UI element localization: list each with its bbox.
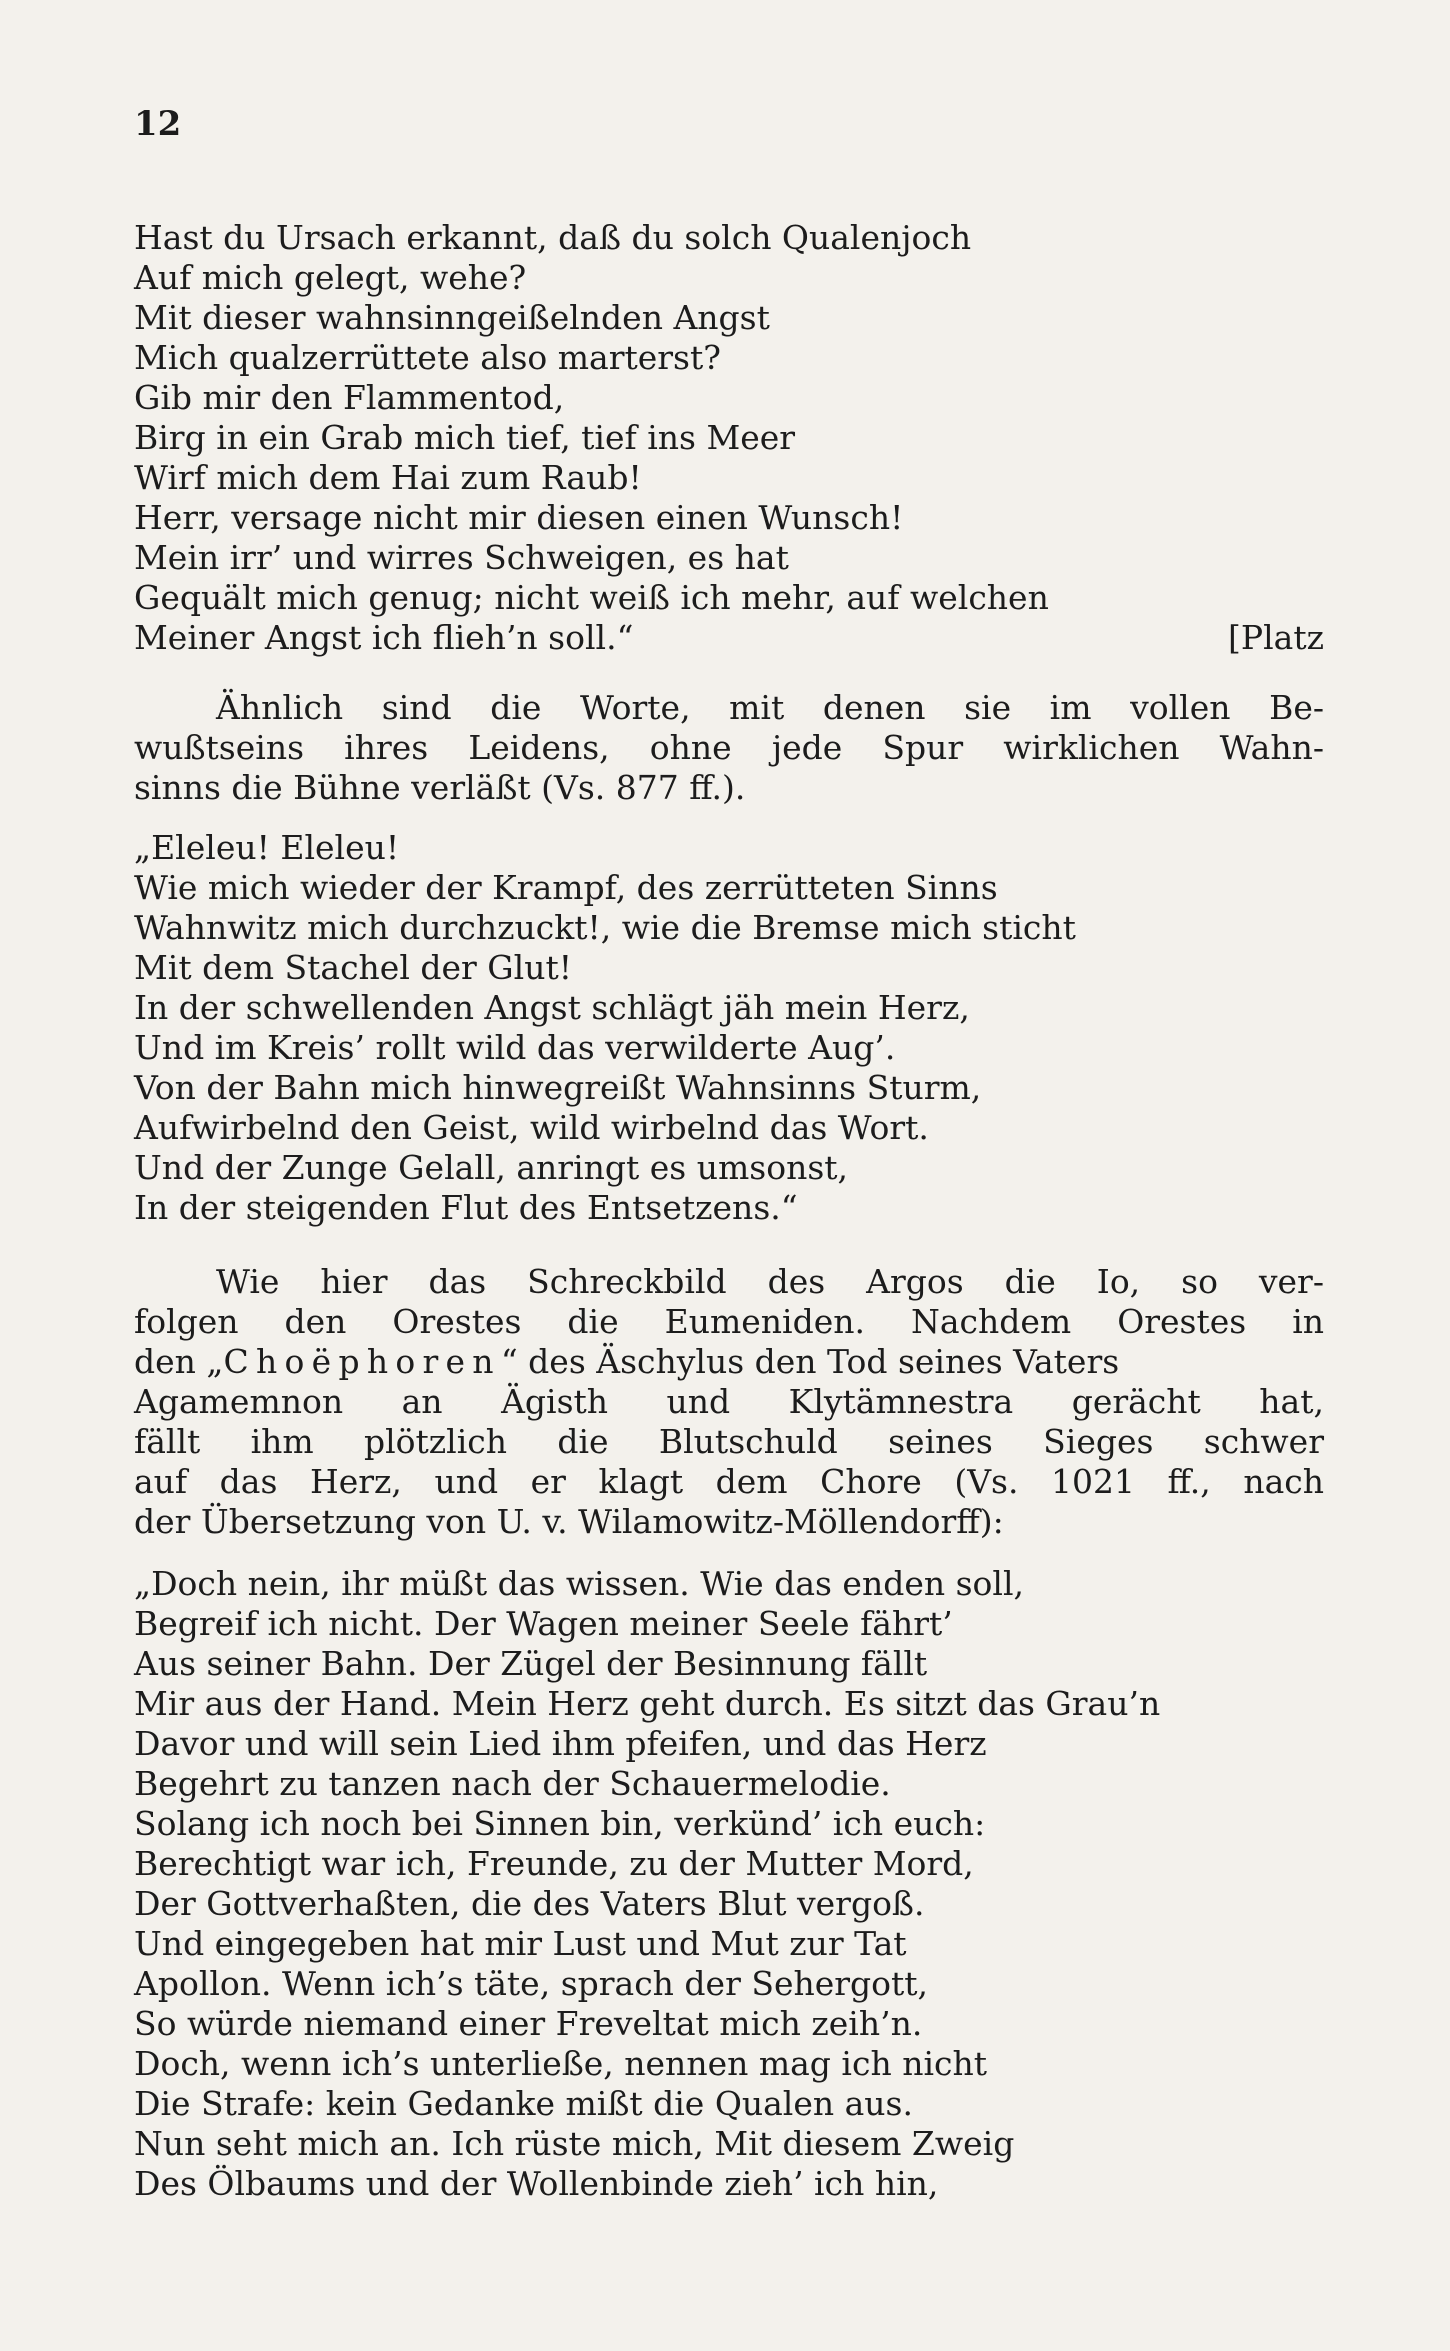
verse-line: „Doch nein, ihr müßt das wissen. Wie das enden soll,	[134, 1564, 1025, 1603]
verse-line-text: Meiner Angst ich flieh’n soll.“	[134, 618, 634, 657]
prose-paragraph-1	[134, 688, 1324, 808]
verse-line: Herr, versage nicht mir diesen einen Wunsch!	[134, 498, 904, 537]
verse-line: Aus seiner Bahn. Der Zügel der Besinnung fällt	[134, 1644, 928, 1683]
verse-line: Doch, wenn ich’s unterließe, nennen mag ich nicht	[134, 2044, 988, 2083]
work-title: Choëphoren	[223, 1342, 501, 1381]
verse-line: Mich qualzerrüttete also marterst?	[134, 338, 721, 377]
verse-block-io	[134, 218, 1324, 658]
verse-line: Und der Zunge Gelall, anringt es umsonst,	[134, 1148, 849, 1187]
verse-line: Mit dem Stachel der Glut!	[134, 948, 572, 987]
verse-line: In der schwellenden Angst schlägt jäh mein Herz,	[134, 988, 970, 1027]
verse-line: Auf mich gelegt, wehe?	[134, 258, 527, 297]
verse-line: In der steigenden Flut des Entsetzens.“	[134, 1188, 798, 1227]
prose-line: der Übersetzung von U. v. Wilamowitz-Möllendorff):	[134, 1502, 1004, 1541]
verse-line: Aufwirbelnd den Geist, wild wirbelnd das Wort.	[134, 1108, 929, 1147]
verse-line: Und im Kreis’ rollt wild das verwilderte Aug’.	[134, 1028, 896, 1067]
verse-line: Des Ölbaums und der Wollenbinde zieh’ ich hin,	[134, 2164, 939, 2203]
prose-paragraph-2	[134, 1262, 1324, 1542]
verse-line: So würde niemand einer Freveltat mich zeih’n.	[134, 2004, 923, 2043]
verse-line: Und eingegeben hat mir Lust und Mut zur Tat	[134, 1924, 907, 1963]
verse-line: Mit dieser wahnsinngeißelnden Angst	[134, 298, 770, 337]
verse-line: Wie mich wieder der Krampf, des zerrütteten Sinns	[134, 868, 998, 907]
verse-line-last	[134, 618, 1324, 658]
verse-line: Hast du Ursach erkannt, daß du solch Qualenjoch	[134, 218, 972, 257]
verse-line: Wahnwitz mich durchzuckt!, wie die Bremse mich sticht	[134, 908, 1076, 947]
verse-line: Gib mir den Flammentod,	[134, 378, 565, 417]
prose-line	[134, 1342, 1324, 1382]
verse-line: Der Gottverhaßten, die des Vaters Blut vergoß.	[134, 1884, 925, 1923]
verse-line: Begreif ich nicht. Der Wagen meiner Seele fährt’	[134, 1604, 953, 1643]
verse-line: Die Strafe: kein Gedanke mißt die Qualen aus.	[134, 2084, 913, 2123]
verse-line: Wirf mich dem Hai zum Raub!	[134, 458, 642, 497]
verse-line: Birg in ein Grab mich tief, tief ins Meer	[134, 418, 796, 457]
prose-line: auf das Herz, und er klagt dem Chore (Vs. 1021 ff., nach	[134, 1462, 1324, 1501]
verse-line: Mein irr’ und wirres Schweigen, es hat	[134, 538, 789, 577]
verse-line: Solang ich noch bei Sinnen bin, verkünd’ ich euch:	[134, 1804, 986, 1843]
verse-line: Gequält mich genug; nicht weiß ich mehr, auf welchen	[134, 578, 1049, 617]
prose-line: Wie hier das Schreckbild des Argos die Io, so ver-	[216, 1262, 1324, 1301]
verse-block-eleleu	[134, 828, 1324, 1228]
page-number: 12	[134, 104, 182, 144]
verse-line: Davor und will sein Lied ihm pfeifen, und das Herz	[134, 1724, 987, 1763]
verse-block-orestes	[134, 1564, 1324, 2204]
verse-line: Mir aus der Hand. Mein Herz geht durch. Es sitzt das Grau’n	[134, 1684, 1161, 1723]
prose-line: Agamemnon an Ägisth und Klytämnestra gerächt hat,	[134, 1382, 1324, 1421]
prose-line: sinns die Bühne verläßt (Vs. 877 ff.).	[134, 768, 746, 807]
verse-line: Apollon. Wenn ich’s täte, sprach der Sehergott,	[134, 1964, 929, 2003]
prose-fragment: den „Choëphoren“ des Äschylus den Tod seines Vaters	[134, 1342, 1120, 1381]
prose-line: wußtseins ihres Leidens, ohne jede Spur wirklichen Wahn-	[134, 728, 1324, 767]
prose-line: fällt ihm plötzlich die Blutschuld seines Sieges schwer	[134, 1422, 1324, 1461]
verse-line: Berechtigt war ich, Freunde, zu der Mutter Mord,	[134, 1844, 974, 1883]
prose-line: Ähnlich sind die Worte, mit denen sie im vollen Be-	[216, 688, 1324, 727]
verse-line: „Eleleu! Eleleu!	[134, 828, 400, 867]
verse-line: Nun seht mich an. Ich rüste mich, Mit diesem Zweig	[134, 2124, 1015, 2163]
verse-line: Von der Bahn mich hinwegreißt Wahnsinns Sturm,	[134, 1068, 982, 1107]
stage-direction: [Platz	[1228, 618, 1324, 657]
verse-line: Begehrt zu tanzen nach der Schauermelodie.	[134, 1764, 891, 1803]
prose-line: folgen den Orestes die Eumeniden. Nachdem Orestes in	[134, 1302, 1324, 1341]
